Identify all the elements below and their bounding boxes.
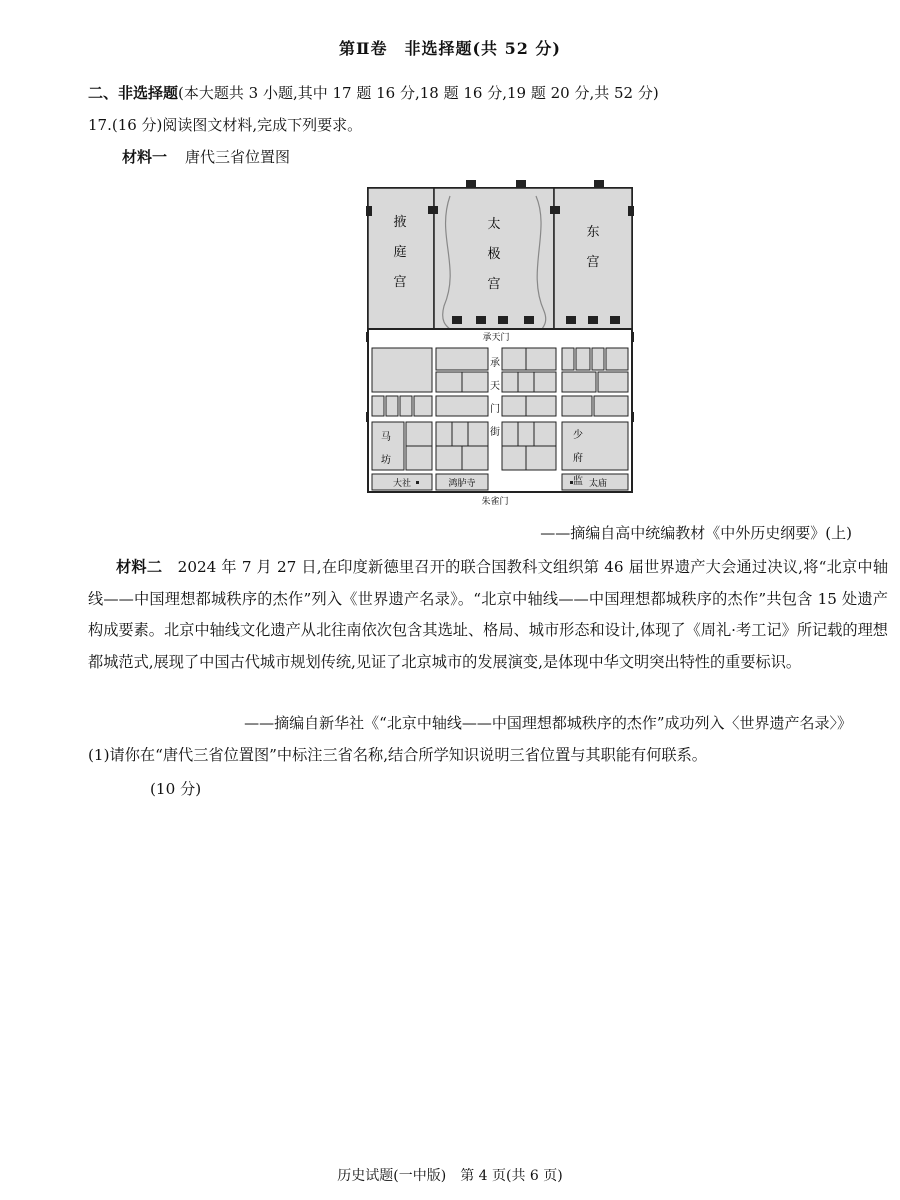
section-title: 第Ⅱ卷 非选择题(共 52 分) bbox=[338, 39, 562, 58]
material1-title: 唐代三省位置图 bbox=[185, 148, 291, 166]
honglusi-label: 鸿胪寺 bbox=[448, 479, 476, 489]
material1-label: 材料一 bbox=[122, 148, 168, 166]
taimiao-marker bbox=[570, 481, 573, 484]
material1-source: ——摘编自高中统编教材《中外历史纲要》(上) bbox=[540, 524, 852, 542]
sub-question-1: (1)请你在“唐代三省位置图”中标注三省名称,结合所学知识说明三省位置与其职能有何联系。 bbox=[88, 746, 707, 764]
material2-source: ——摘编自新华社《“北京中轴线——中国理想都城秩序的杰作”成功列入〈世界遗产名录〉》 bbox=[244, 714, 852, 732]
material2-paragraph bbox=[88, 552, 888, 678]
material1-caption bbox=[122, 146, 290, 167]
part-heading-label: 二、非选择题 bbox=[88, 84, 179, 102]
taiji-palace-label: 太极宫 bbox=[487, 217, 501, 292]
donggong-label: 东宫 bbox=[586, 225, 600, 270]
material2-text: 2024 年 7 月 27 日,在印度新德里召开的联合国教科文组织第 46 届世界遗产大会通过决议,将“北京中轴线——中国理想都城秩序的杰作”列入《世界遗产名录》。“北京中轴线——中国理想都城秩序的杰作”共包含 15 处遗产构成要素。北京中轴线文化遗产从北往南依次包含其选址、格局、城市形态和设计,体现了《周礼·考工记》所记载的理想都城范式,展现了中国古代城市规划传统,见证了北京城市的发展演变,是体现中华文明突出特性的重要标识。 bbox=[88, 558, 889, 671]
dashe-label: 大社 bbox=[392, 479, 412, 489]
chengtianmen-label: 承天门 bbox=[482, 333, 510, 343]
sub-question-1-score: (10 分) bbox=[150, 780, 202, 798]
material2-label: 材料二 bbox=[116, 558, 163, 576]
shaofujian-label: 少府监 bbox=[573, 430, 583, 487]
page-footer: 历史试题(一中版) 第 4 页(共 6 页) bbox=[337, 1168, 563, 1184]
dashe-marker bbox=[416, 481, 419, 484]
question-stem: 17.(16 分)阅读图文材料,完成下列要求。 bbox=[88, 116, 363, 134]
mafang-label: 马坊 bbox=[381, 432, 391, 466]
yeting-palace-label: 掖庭宫 bbox=[393, 215, 407, 290]
tang-three-departments-map bbox=[366, 176, 636, 514]
chengtianmen-street-label: 承天门街 bbox=[490, 358, 500, 438]
part-heading bbox=[88, 82, 659, 103]
part-heading-desc: (本大题共 3 小题,其中 17 题 16 分,18 题 16 分,19 题 20 分,共 52 分) bbox=[178, 84, 659, 102]
zhuquemen-label: 朱雀门 bbox=[481, 497, 509, 507]
map-svg bbox=[366, 176, 636, 514]
taimiao-label: 太庙 bbox=[588, 479, 608, 489]
